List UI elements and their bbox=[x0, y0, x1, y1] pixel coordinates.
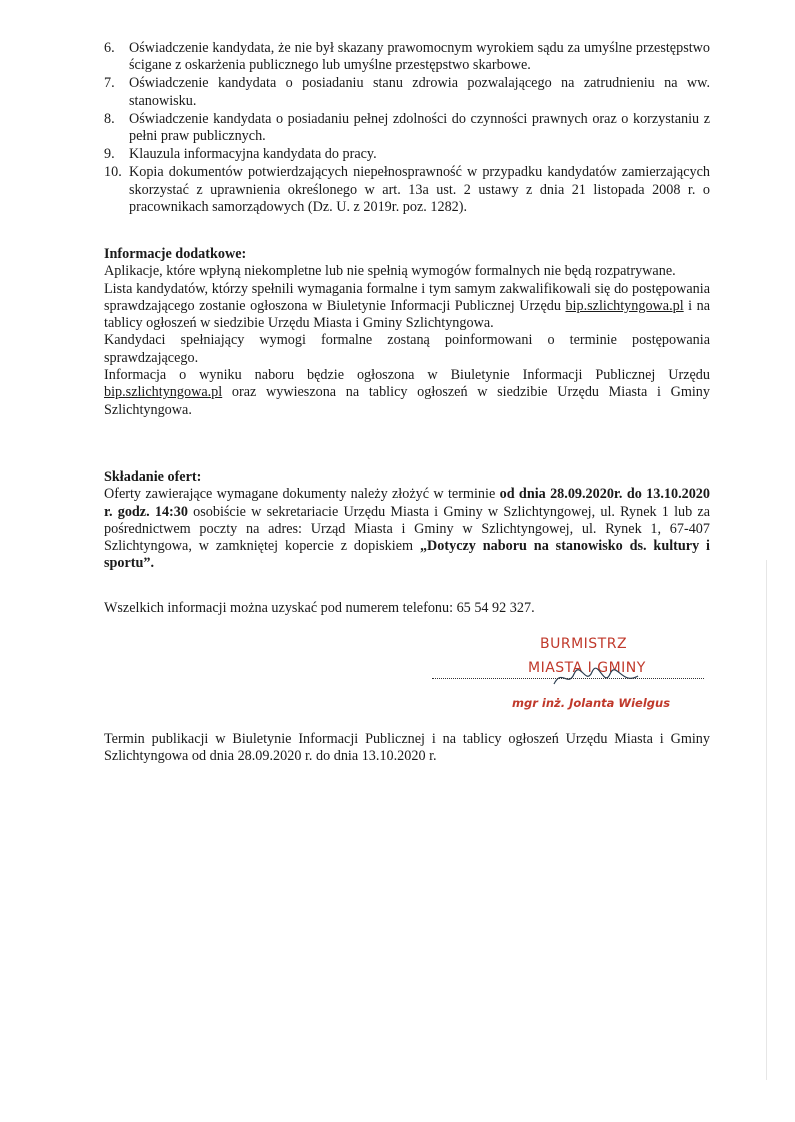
offers-section bbox=[104, 469, 710, 573]
paragraph bbox=[104, 486, 710, 572]
list-item bbox=[104, 111, 710, 145]
paragraph: Aplikacje, które wpłyną niekompletne lub nie spełnią wymogów formalnych nie będą rozpatrywane. bbox=[104, 263, 676, 280]
publication-section bbox=[104, 731, 710, 766]
list-number: 8. bbox=[104, 110, 115, 127]
contact-text: Wszelkich informacji można uzyskać pod numerem telefonu: 65 54 92 327. bbox=[104, 600, 535, 616]
stamp-subtitle: MIASTA I GMINY bbox=[528, 660, 646, 676]
paragraph-text: i na tablicy ogłoszeń w siedzibie Urzędu Miasta i Gminy Szlichtyngowa. bbox=[104, 297, 710, 332]
paragraph-text: Informacja o wyniku naboru będzie ogłoszona w Biuletynie Informacji Publicznej Urzędu bbox=[104, 367, 710, 384]
deadline-text: od dnia 28.09.2020r. do 13.10.2020 r. godz. 14:30 bbox=[104, 486, 710, 520]
list-number: 6. bbox=[104, 40, 115, 56]
list-text: Oświadczenie kandydata o posiadaniu pełnej zdolności do czynności prawnych oraz o korzystaniu z pełni praw publicznych. bbox=[129, 110, 710, 145]
signature-block bbox=[432, 634, 712, 724]
envelope-note: „Dotyczy naboru na stanowisko ds. kultury i sportu”. bbox=[104, 538, 710, 572]
paragraph-text: osobiście w sekretariacie Urzędu Miasta i Gminy w Szlichtyngowej, ul. Rynek 1 lub za pośrednictwem poczty na adres: Urząd Miasta i Gminy w Szlichtyngowej, ul. Rynek 1, 67-407 Szlichtyngowa, w zamkniętej kopercie z dopiskiem bbox=[104, 503, 710, 555]
list-item bbox=[104, 40, 710, 74]
section-heading: Informacje dodatkowe: bbox=[104, 246, 247, 262]
paragraph bbox=[104, 367, 710, 419]
signature-scribble bbox=[552, 664, 642, 690]
list-number: 9. bbox=[104, 146, 115, 163]
list-text: Oświadczenie kandydata o posiadaniu stanu zdrowia pozwalającego na zatrudnieniu na ww. stanowisku. bbox=[129, 75, 710, 109]
list-text: Oświadczenie kandydata, że nie był skazany prawomocnym wyrokiem sądu za umyślne przestępstwo ścigane z oskarżenia publicznego lub umyślne przestępstwo skarbowe. bbox=[129, 40, 710, 74]
signatory-name: mgr inż. Jolanta Wielgus bbox=[512, 696, 671, 710]
paragraph bbox=[104, 281, 710, 333]
list-item bbox=[104, 146, 710, 163]
list-text: Klauzula informacyjna kandydata do pracy. bbox=[129, 146, 377, 163]
scan-edge bbox=[766, 560, 767, 1080]
paragraph-text: Lista kandydatów, którzy spełnili wymagania formalne i tym samym zakwalifikowali się do postępowania sprawdzającego zostanie ogłoszona w Biuletynie Informacji Publicznej Urzędu bbox=[104, 280, 710, 314]
required-documents-list bbox=[104, 40, 710, 217]
bip-link[interactable]: bip.szlichtyngowa.pl bbox=[104, 384, 223, 401]
paragraph-text: oraz wywieszona na tablicy ogłoszeń w siedzibie Urzędu Miasta i Gminy Szlichtyngowa. bbox=[104, 384, 710, 418]
signature-line bbox=[432, 678, 704, 679]
additional-info-section bbox=[104, 246, 710, 419]
list-number: 7. bbox=[104, 75, 115, 92]
stamp-title: BURMISTRZ bbox=[540, 636, 628, 652]
list-item bbox=[104, 75, 710, 109]
paragraph: Kandydaci spełniający wymogi formalne zostaną poinformowani o terminie postępowania sprawdzającego. bbox=[104, 332, 710, 366]
publication-text: Termin publikacji w Biuletynie Informacji Publicznej i na tablicy ogłoszeń Urzędu Miasta i Gminy Szlichtyngowa od dnia 28.09.2020 r. do dnia 13.10.2020 r. bbox=[104, 731, 710, 765]
bip-link[interactable]: bip.szlichtyngowa.pl bbox=[565, 297, 684, 314]
section-heading: Składanie ofert: bbox=[104, 469, 202, 485]
contact-section bbox=[104, 600, 710, 617]
paragraph-text: Oferty zawierające wymagane dokumenty należy złożyć w terminie bbox=[104, 486, 500, 503]
list-number: 10. bbox=[104, 164, 122, 181]
list-text: Kopia dokumentów potwierdzających niepełnosprawność w przypadku kandydatów zamierzających skorzystać z uprawnienia określonego w art. 13a ust. 2 ustawy z dnia 21 listopada 2008 r. o pracownikach samorządowych (Dz. U. z 2019r. poz. 1282). bbox=[129, 164, 710, 215]
list-item bbox=[104, 164, 710, 216]
